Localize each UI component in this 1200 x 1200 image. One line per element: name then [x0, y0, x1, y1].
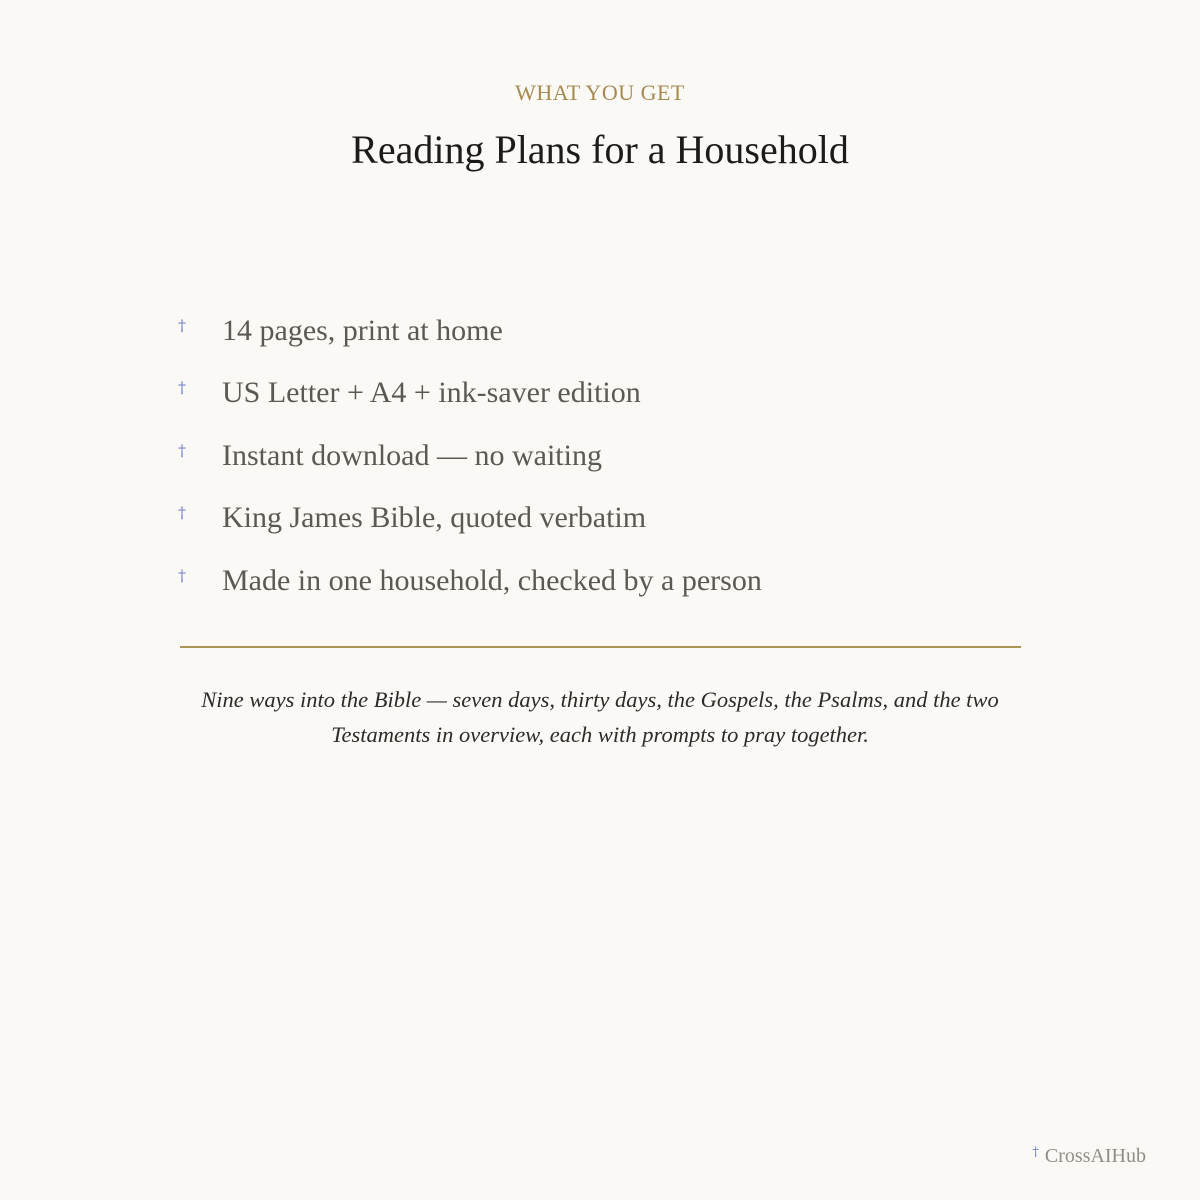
brand-name: CrossAIHub [1044, 1145, 1146, 1167]
feature-item [178, 374, 1028, 436]
feature-text: Instant download — no waiting [222, 438, 602, 472]
cross-icon: † [178, 565, 186, 585]
cross-icon: † [1032, 1145, 1039, 1160]
cross-icon: † [178, 503, 186, 523]
cross-icon: † [178, 440, 186, 460]
cross-icon: † [178, 378, 186, 398]
feature-text: King James Bible, quoted verbatim [222, 501, 647, 535]
feature-text: Made in one household, checked by a person [222, 563, 762, 597]
summary-text: Nine ways into the Bible — seven days, thirty days, the Gospels, the Psalms, and the two Testaments in overview, each with prompts to pray together. [201, 687, 999, 747]
page-title: Reading Plans for a Household [351, 127, 849, 172]
feature-list [178, 312, 1028, 624]
cross-icon: † [178, 316, 186, 335]
brand-signature [1032, 1145, 1146, 1168]
feature-item [178, 312, 1028, 374]
feature-text: US Letter + A4 + ink-saver edition [222, 376, 641, 410]
feature-text: 14 pages, print at home [222, 314, 503, 347]
section-eyebrow: WHAT YOU GET [515, 80, 685, 105]
feature-item [178, 437, 1028, 499]
feature-item [178, 499, 1028, 561]
section-divider [180, 646, 1021, 648]
feature-item [178, 562, 1028, 624]
